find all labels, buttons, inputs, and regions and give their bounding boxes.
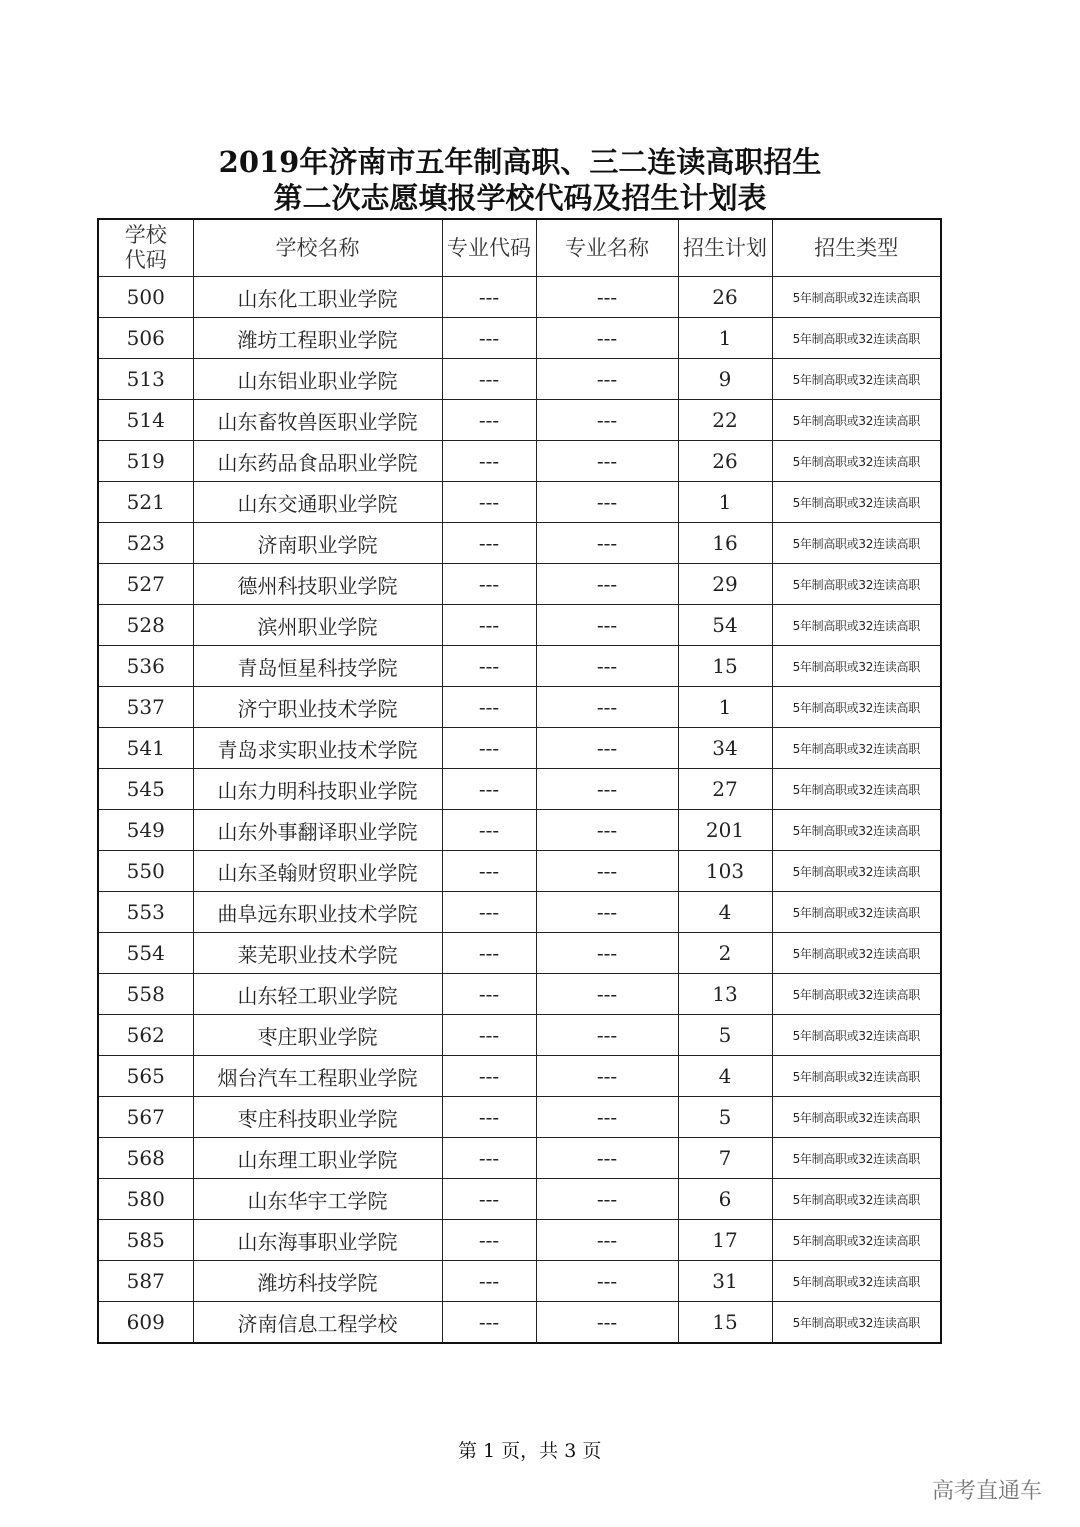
major-name-cell: ---	[536, 564, 678, 605]
school-name-cell: 德州科技职业学院	[193, 564, 442, 605]
school-code-cell: 541	[98, 728, 193, 769]
school-code-cell: 554	[98, 933, 193, 974]
school-code-cell: 565	[98, 1056, 193, 1097]
major-name-cell: ---	[536, 318, 678, 359]
school-name-cell: 莱芜职业技术学院	[193, 933, 442, 974]
enrollment-type-cell: 5年制高职或32连读高职	[772, 728, 941, 769]
enrollment-plan-cell: 6	[678, 1179, 772, 1220]
enrollment-plan-cell: 27	[678, 769, 772, 810]
table-row	[98, 1056, 941, 1097]
enrollment-type-cell: 5年制高职或32连读高职	[772, 277, 941, 318]
major-code-cell: ---	[442, 1097, 536, 1138]
enrollment-plan-cell: 15	[678, 646, 772, 687]
major-code-cell: ---	[442, 277, 536, 318]
enrollment-type-cell: 5年制高职或32连读高职	[772, 646, 941, 687]
school-code-cell: 545	[98, 769, 193, 810]
major-name-cell: ---	[536, 1138, 678, 1179]
major-name-cell: ---	[536, 523, 678, 564]
school-code-cell: 527	[98, 564, 193, 605]
enrollment-plan-cell: 54	[678, 605, 772, 646]
enrollment-plan-cell: 2	[678, 933, 772, 974]
table-row	[98, 892, 941, 933]
enrollment-plan-cell: 26	[678, 441, 772, 482]
enrollment-type-cell: 5年制高职或32连读高职	[772, 523, 941, 564]
enrollment-plan-cell: 1	[678, 318, 772, 359]
enrollment-plan-cell: 9	[678, 359, 772, 400]
school-name-cell: 烟台汽车工程职业学院	[193, 1056, 442, 1097]
enrollment-type-cell: 5年制高职或32连读高职	[772, 1179, 941, 1220]
major-code-cell: ---	[442, 441, 536, 482]
table-row	[98, 810, 941, 851]
table-header-row	[98, 219, 941, 277]
document-title-line2: 第二次志愿填报学校代码及招生计划表	[273, 181, 767, 215]
enrollment-type-cell: 5年制高职或32连读高职	[772, 851, 941, 892]
school-name-cell: 潍坊工程职业学院	[193, 318, 442, 359]
school-code-cell: 550	[98, 851, 193, 892]
school-name-cell: 滨州职业学院	[193, 605, 442, 646]
header-major-name: 专业名称	[536, 219, 678, 277]
major-code-cell: ---	[442, 523, 536, 564]
major-code-cell: ---	[442, 933, 536, 974]
school-code-cell: 523	[98, 523, 193, 564]
school-name-cell: 济南信息工程学校	[193, 1302, 442, 1344]
major-name-cell: ---	[536, 974, 678, 1015]
major-code-cell: ---	[442, 564, 536, 605]
table-row	[98, 1015, 941, 1056]
major-code-cell: ---	[442, 892, 536, 933]
major-name-cell: ---	[536, 1302, 678, 1344]
enrollment-plan-cell: 1	[678, 482, 772, 523]
enrollment-plan-cell: 13	[678, 974, 772, 1015]
table-row	[98, 687, 941, 728]
enrollment-type-cell: 5年制高职或32连读高职	[772, 892, 941, 933]
enrollment-plan-cell: 31	[678, 1261, 772, 1302]
school-code-cell: 500	[98, 277, 193, 318]
table-row	[98, 769, 941, 810]
enrollment-plan-cell: 26	[678, 277, 772, 318]
school-code-cell: 585	[98, 1220, 193, 1261]
major-code-cell: ---	[442, 851, 536, 892]
table-row	[98, 605, 941, 646]
major-name-cell: ---	[536, 1015, 678, 1056]
major-name-cell: ---	[536, 851, 678, 892]
header-enrollment-type: 招生类型	[772, 219, 941, 277]
watermark: 高考直通车	[932, 1479, 1043, 1504]
table-row	[98, 441, 941, 482]
major-name-cell: ---	[536, 359, 678, 400]
major-code-cell: ---	[442, 1302, 536, 1344]
major-code-cell: ---	[442, 1056, 536, 1097]
major-code-cell: ---	[442, 974, 536, 1015]
major-name-cell: ---	[536, 769, 678, 810]
major-code-cell: ---	[442, 769, 536, 810]
enrollment-type-cell: 5年制高职或32连读高职	[772, 810, 941, 851]
major-code-cell: ---	[442, 646, 536, 687]
header-school-name: 学校名称	[193, 219, 442, 277]
major-code-cell: ---	[442, 1179, 536, 1220]
school-name-cell: 山东圣翰财贸职业学院	[193, 851, 442, 892]
major-code-cell: ---	[442, 482, 536, 523]
school-code-cell: 537	[98, 687, 193, 728]
enrollment-type-cell: 5年制高职或32连读高职	[772, 1220, 941, 1261]
school-name-cell: 枣庄科技职业学院	[193, 1097, 442, 1138]
school-code-cell: 558	[98, 974, 193, 1015]
major-code-cell: ---	[442, 1138, 536, 1179]
enrollment-type-cell: 5年制高职或32连读高职	[772, 318, 941, 359]
table-row	[98, 1179, 941, 1220]
school-name-cell: 潍坊科技学院	[193, 1261, 442, 1302]
enrollment-plan-cell: 16	[678, 523, 772, 564]
table-row	[98, 1220, 941, 1261]
enrollment-type-cell: 5年制高职或32连读高职	[772, 1302, 941, 1344]
major-name-cell: ---	[536, 728, 678, 769]
school-code-cell: 567	[98, 1097, 193, 1138]
enrollment-plan-cell: 15	[678, 1302, 772, 1344]
table-row	[98, 277, 941, 318]
school-code-cell: 513	[98, 359, 193, 400]
enrollment-type-cell: 5年制高职或32连读高职	[772, 1015, 941, 1056]
enrollment-plan-cell: 5	[678, 1015, 772, 1056]
major-code-cell: ---	[442, 400, 536, 441]
major-name-cell: ---	[536, 892, 678, 933]
table-row	[98, 564, 941, 605]
table-row	[98, 523, 941, 564]
enrollment-type-cell: 5年制高职或32连读高职	[772, 605, 941, 646]
school-name-cell: 枣庄职业学院	[193, 1015, 442, 1056]
enrollment-plan-cell: 4	[678, 1056, 772, 1097]
enrollment-type-cell: 5年制高职或32连读高职	[772, 400, 941, 441]
enrollment-type-cell: 5年制高职或32连读高职	[772, 687, 941, 728]
table-row	[98, 728, 941, 769]
page-number: 第 1 页，共 3 页	[458, 1440, 602, 1462]
enrollment-plan-cell: 7	[678, 1138, 772, 1179]
school-code-cell: 587	[98, 1261, 193, 1302]
table-row	[98, 851, 941, 892]
table-row	[98, 482, 941, 523]
school-name-cell: 济宁职业技术学院	[193, 687, 442, 728]
school-name-cell: 青岛求实职业技术学院	[193, 728, 442, 769]
enrollment-type-cell: 5年制高职或32连读高职	[772, 564, 941, 605]
major-code-cell: ---	[442, 687, 536, 728]
major-code-cell: ---	[442, 1015, 536, 1056]
major-name-cell: ---	[536, 400, 678, 441]
header-major-code: 专业代码	[442, 219, 536, 277]
major-code-cell: ---	[442, 1220, 536, 1261]
major-code-cell: ---	[442, 359, 536, 400]
school-code-cell: 580	[98, 1179, 193, 1220]
header-school-code: 学校 代码	[98, 219, 193, 277]
major-code-cell: ---	[442, 318, 536, 359]
major-code-cell: ---	[442, 728, 536, 769]
school-name-cell: 曲阜远东职业技术学院	[193, 892, 442, 933]
school-code-cell: 568	[98, 1138, 193, 1179]
enrollment-plan-cell: 34	[678, 728, 772, 769]
school-name-cell: 山东化工职业学院	[193, 277, 442, 318]
document-title-line1: 2019年济南市五年制高职、三二连读高职招生	[218, 145, 822, 179]
school-name-cell: 山东理工职业学院	[193, 1138, 442, 1179]
enrollment-type-cell: 5年制高职或32连读高职	[772, 1261, 941, 1302]
major-code-cell: ---	[442, 605, 536, 646]
table-row	[98, 1302, 941, 1344]
enrollment-plan-cell: 4	[678, 892, 772, 933]
table-row	[98, 1138, 941, 1179]
header-enrollment-plan: 招生计划	[678, 219, 772, 277]
major-name-cell: ---	[536, 277, 678, 318]
enrollment-plan-cell: 5	[678, 1097, 772, 1138]
major-name-cell: ---	[536, 1097, 678, 1138]
enrollment-plan-cell: 22	[678, 400, 772, 441]
table-row	[98, 646, 941, 687]
enrollment-type-cell: 5年制高职或32连读高职	[772, 441, 941, 482]
school-code-cell: 519	[98, 441, 193, 482]
school-name-cell: 山东海事职业学院	[193, 1220, 442, 1261]
major-name-cell: ---	[536, 605, 678, 646]
school-code-cell: 549	[98, 810, 193, 851]
school-code-cell: 528	[98, 605, 193, 646]
major-name-cell: ---	[536, 646, 678, 687]
school-name-cell: 山东铝业职业学院	[193, 359, 442, 400]
major-name-cell: ---	[536, 482, 678, 523]
school-code-cell: 553	[98, 892, 193, 933]
table-row	[98, 359, 941, 400]
table-row	[98, 974, 941, 1015]
major-code-cell: ---	[442, 1261, 536, 1302]
enrollment-type-cell: 5年制高职或32连读高职	[772, 1056, 941, 1097]
enrollment-type-cell: 5年制高职或32连读高职	[772, 1138, 941, 1179]
school-code-cell: 514	[98, 400, 193, 441]
enrollment-plan-cell: 103	[678, 851, 772, 892]
major-name-cell: ---	[536, 810, 678, 851]
school-code-cell: 562	[98, 1015, 193, 1056]
enrollment-type-cell: 5年制高职或32连读高职	[772, 1097, 941, 1138]
table-row	[98, 400, 941, 441]
enrollment-plan-table	[97, 218, 942, 1344]
school-code-cell: 536	[98, 646, 193, 687]
school-name-cell: 山东畜牧兽医职业学院	[193, 400, 442, 441]
table-row	[98, 318, 941, 359]
enrollment-plan-cell: 1	[678, 687, 772, 728]
school-code-cell: 506	[98, 318, 193, 359]
enrollment-plan-cell: 201	[678, 810, 772, 851]
school-name-cell: 青岛恒星科技学院	[193, 646, 442, 687]
school-name-cell: 山东交通职业学院	[193, 482, 442, 523]
enrollment-type-cell: 5年制高职或32连读高职	[772, 933, 941, 974]
school-name-cell: 山东轻工职业学院	[193, 974, 442, 1015]
school-name-cell: 山东药品食品职业学院	[193, 441, 442, 482]
enrollment-type-cell: 5年制高职或32连读高职	[772, 769, 941, 810]
table-row	[98, 1097, 941, 1138]
school-name-cell: 济南职业学院	[193, 523, 442, 564]
major-name-cell: ---	[536, 1056, 678, 1097]
major-name-cell: ---	[536, 687, 678, 728]
enrollment-type-cell: 5年制高职或32连读高职	[772, 974, 941, 1015]
enrollment-type-cell: 5年制高职或32连读高职	[772, 359, 941, 400]
major-name-cell: ---	[536, 441, 678, 482]
major-name-cell: ---	[536, 1261, 678, 1302]
school-code-cell: 521	[98, 482, 193, 523]
school-name-cell: 山东华宇工学院	[193, 1179, 442, 1220]
major-code-cell: ---	[442, 810, 536, 851]
enrollment-plan-cell: 29	[678, 564, 772, 605]
major-name-cell: ---	[536, 1220, 678, 1261]
school-name-cell: 山东力明科技职业学院	[193, 769, 442, 810]
table-row	[98, 1261, 941, 1302]
major-name-cell: ---	[536, 933, 678, 974]
school-name-cell: 山东外事翻译职业学院	[193, 810, 442, 851]
enrollment-plan-cell: 17	[678, 1220, 772, 1261]
school-code-cell: 609	[98, 1302, 193, 1344]
table-row	[98, 933, 941, 974]
enrollment-type-cell: 5年制高职或32连读高职	[772, 482, 941, 523]
major-name-cell: ---	[536, 1179, 678, 1220]
